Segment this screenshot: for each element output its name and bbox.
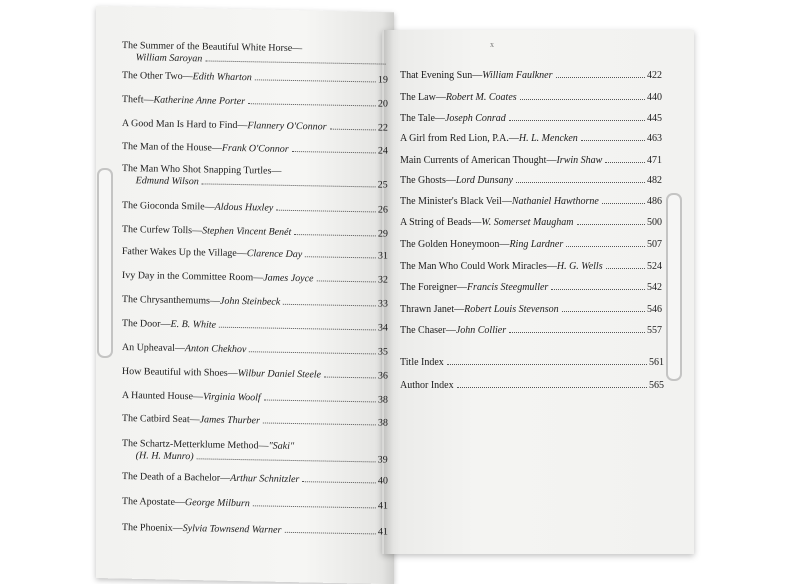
toc-entry	[400, 239, 662, 251]
leader-dots	[447, 364, 647, 365]
leader-dots	[276, 210, 376, 213]
entry-author: Nathaniel Hawthorne	[511, 196, 599, 207]
leader-dots	[253, 505, 376, 508]
leader-dots	[606, 268, 645, 269]
entry-title: The Door—	[121, 318, 171, 330]
entry-page: 36	[377, 370, 388, 382]
entry-author: Irwin Shaw	[556, 155, 603, 166]
entry-title: The Ghosts—	[400, 175, 456, 186]
entry-author: W. Somerset Maugham	[481, 217, 574, 228]
leader-dots	[283, 304, 376, 307]
entry-title: Thrawn Janet—	[400, 304, 465, 315]
entry-title: A Good Man Is Hard to Find—	[121, 118, 248, 132]
leader-dots	[581, 140, 645, 141]
entry-author: Robert Louis Stevenson	[464, 304, 559, 315]
leader-dots	[556, 77, 646, 78]
right-page-clip	[666, 193, 682, 381]
entry-title: The Chrysanthemums—	[121, 294, 221, 307]
entry-author: Edmund Wilson	[135, 175, 199, 188]
leader-dots	[516, 182, 645, 183]
leader-dots	[566, 246, 645, 247]
entry-page: 29	[377, 228, 388, 240]
entry-title: The Golden Honeymoon—	[400, 239, 510, 250]
entry-page: 38	[377, 417, 388, 429]
toc-entry	[122, 163, 388, 192]
leader-dots	[249, 351, 376, 354]
entry-page: 34	[377, 322, 388, 334]
entry-title: The Man Who Could Work Miracles—	[400, 261, 557, 272]
entry-author: William Saroyan	[135, 52, 203, 65]
entry-title: The Other Two—	[121, 70, 193, 83]
leader-dots	[294, 234, 376, 236]
toc-entry	[400, 92, 662, 104]
leader-dots	[509, 120, 645, 121]
entry-page: 440	[647, 92, 662, 103]
index-page: 565	[649, 380, 664, 391]
entry-author: Sylvia Townsend Warner	[182, 523, 282, 536]
leader-dots	[605, 162, 645, 163]
entry-title: That Evening Sun—	[400, 70, 483, 81]
entry-page: 33	[377, 298, 388, 310]
entry-author: John Steinbeck	[219, 295, 281, 308]
leader-dots	[329, 129, 375, 131]
leader-dots	[292, 151, 376, 153]
leader-dots	[264, 399, 376, 402]
entry-title: The Chaser—	[400, 325, 456, 336]
entry-page: 26	[377, 204, 388, 216]
entry-page: 20	[377, 98, 388, 110]
entry-author: Clarence Day	[246, 248, 303, 261]
entry-page: 500	[647, 217, 662, 228]
toc-entry	[400, 70, 662, 82]
leader-dots	[255, 79, 376, 82]
entry-title: The Catbird Seat—	[121, 413, 200, 426]
entry-author: H. G. Wells	[556, 261, 603, 272]
toc-entry	[122, 438, 388, 467]
entry-page: 557	[647, 325, 662, 336]
toc-entry	[400, 217, 662, 229]
right-page-top-mark: x	[490, 40, 494, 49]
entry-author: Ring Lardner	[509, 239, 564, 250]
entry-page: 542	[647, 282, 662, 293]
entry-title: The Apostate—	[121, 496, 186, 509]
entry-author: Edith Wharton	[192, 71, 252, 84]
entry-title: The Phoenix—	[121, 522, 183, 535]
entry-title: The Death of a Bachelor—	[121, 471, 231, 484]
index-page: 561	[649, 357, 664, 368]
entry-author: Wilbur Daniel Steele	[237, 368, 322, 381]
toc-entry	[400, 113, 662, 125]
entry-page: 445	[647, 113, 662, 124]
entry-author: Robert M. Coates	[445, 92, 517, 103]
entry-page: 24	[377, 145, 388, 157]
leader-dots	[457, 387, 647, 388]
leader-dots	[305, 256, 376, 258]
leader-dots	[205, 60, 385, 64]
leader-dots	[577, 224, 645, 225]
entry-title: The Gioconda Smile—	[121, 200, 215, 213]
leader-dots	[263, 422, 376, 425]
entry-author: Virginia Woolf	[202, 391, 261, 404]
entry-page: 524	[647, 261, 662, 272]
entry-page: 25	[377, 179, 388, 191]
entry-author: George Milburn	[184, 497, 250, 510]
entry-page: 482	[647, 175, 662, 186]
entry-author: William Faulkner	[482, 70, 553, 81]
leader-dots	[324, 377, 376, 379]
toc-entry	[400, 155, 662, 167]
entry-page: 38	[377, 394, 388, 406]
leader-dots	[302, 481, 376, 483]
entry-title: Father Wakes Up the Village—	[121, 246, 247, 260]
entry-title: The Summer of the Beautiful White Horse—	[121, 40, 303, 55]
entry-page: 486	[647, 196, 662, 207]
entry-author: H. L. Mencken	[518, 133, 578, 144]
entry-title: The Tale—	[400, 113, 445, 124]
entry-page: 40	[377, 475, 388, 487]
entry-title: Theft—	[121, 94, 154, 106]
entry-page: 471	[647, 155, 662, 166]
entry-title: Ivy Day in the Committee Room—	[121, 270, 264, 284]
entry-title: How Beautiful with Shoes—	[121, 366, 238, 380]
entry-author: James Joyce	[263, 272, 314, 285]
left-page-clip	[97, 168, 113, 358]
leader-dots	[219, 327, 376, 331]
toc-entry	[400, 261, 662, 273]
entry-author: Lord Dunsany	[455, 175, 513, 186]
entry-title: A String of Beads—	[400, 217, 482, 228]
index-title: Author Index	[400, 380, 454, 391]
entry-author: Anton Chekhov	[184, 343, 247, 356]
entry-title: The Curfew Tolls—	[121, 224, 203, 237]
entry-title: A Girl from Red Lion, P.A.—	[400, 133, 519, 144]
entry-author: Stephen Vincent Benét	[202, 225, 292, 238]
toc-entry	[400, 304, 662, 316]
index-entry	[400, 357, 664, 369]
leader-dots	[316, 280, 375, 282]
toc-entry	[400, 133, 662, 145]
entry-author-note: (H. H. Munro)	[135, 450, 194, 463]
entry-page: 463	[647, 133, 662, 144]
index-entry	[400, 380, 664, 392]
entry-title: The Law—	[400, 92, 446, 103]
entry-page: 546	[647, 304, 662, 315]
entry-author: Joseph Conrad	[444, 113, 506, 124]
entry-page: 507	[647, 239, 662, 250]
entry-author: James Thurber	[199, 414, 261, 427]
entry-page: 32	[377, 274, 388, 286]
entry-title: The Minister's Black Veil—	[400, 196, 512, 207]
leader-dots	[248, 103, 376, 106]
toc-entry	[400, 325, 662, 337]
leader-dots	[520, 99, 645, 100]
entry-author: Arthur Schnitzler	[230, 472, 300, 486]
entry-page: 31	[377, 250, 388, 262]
entry-page: 41	[377, 500, 388, 512]
leader-dots	[602, 203, 645, 204]
leader-dots	[562, 311, 645, 312]
entry-author: Flannery O'Connor	[247, 120, 327, 133]
entry-page: 41	[377, 526, 388, 538]
toc-entry	[400, 175, 662, 187]
entry-title: The Man Who Shot Snapping Turtles—	[121, 163, 282, 177]
entry-author: Aldous Huxley	[214, 201, 274, 214]
entry-page: 19	[377, 74, 388, 86]
entry-page: 422	[647, 70, 662, 81]
leader-dots	[202, 183, 376, 187]
toc-entry	[400, 196, 662, 208]
leader-dots	[197, 458, 376, 462]
toc-entry	[122, 40, 388, 69]
entry-author: John Collier	[455, 325, 507, 336]
leader-dots	[509, 332, 645, 333]
entry-title: The Schartz-Metterklume Method—	[121, 438, 269, 452]
entry-title: Main Currents of American Thought—	[400, 155, 557, 166]
entry-title: A Haunted House—	[121, 390, 204, 403]
leader-dots	[551, 289, 645, 290]
toc-entry	[400, 282, 662, 294]
entry-page: 22	[377, 122, 388, 134]
entry-title: An Upheaval—	[121, 342, 186, 355]
index-title: Title Index	[400, 357, 444, 368]
entry-page: 35	[377, 346, 388, 358]
leader-dots	[284, 532, 375, 535]
entry-author: Katherine Anne Porter	[153, 94, 246, 108]
entry-title: The Foreigner—	[400, 282, 467, 293]
entry-author: "Saki"	[268, 440, 295, 453]
entry-author: E. B. White	[170, 318, 217, 331]
entry-author: Francis Steegmuller	[466, 282, 549, 293]
entry-title: The Man of the House—	[121, 141, 222, 154]
entry-page: 39	[377, 454, 388, 466]
entry-author: Frank O'Connor	[221, 142, 289, 155]
